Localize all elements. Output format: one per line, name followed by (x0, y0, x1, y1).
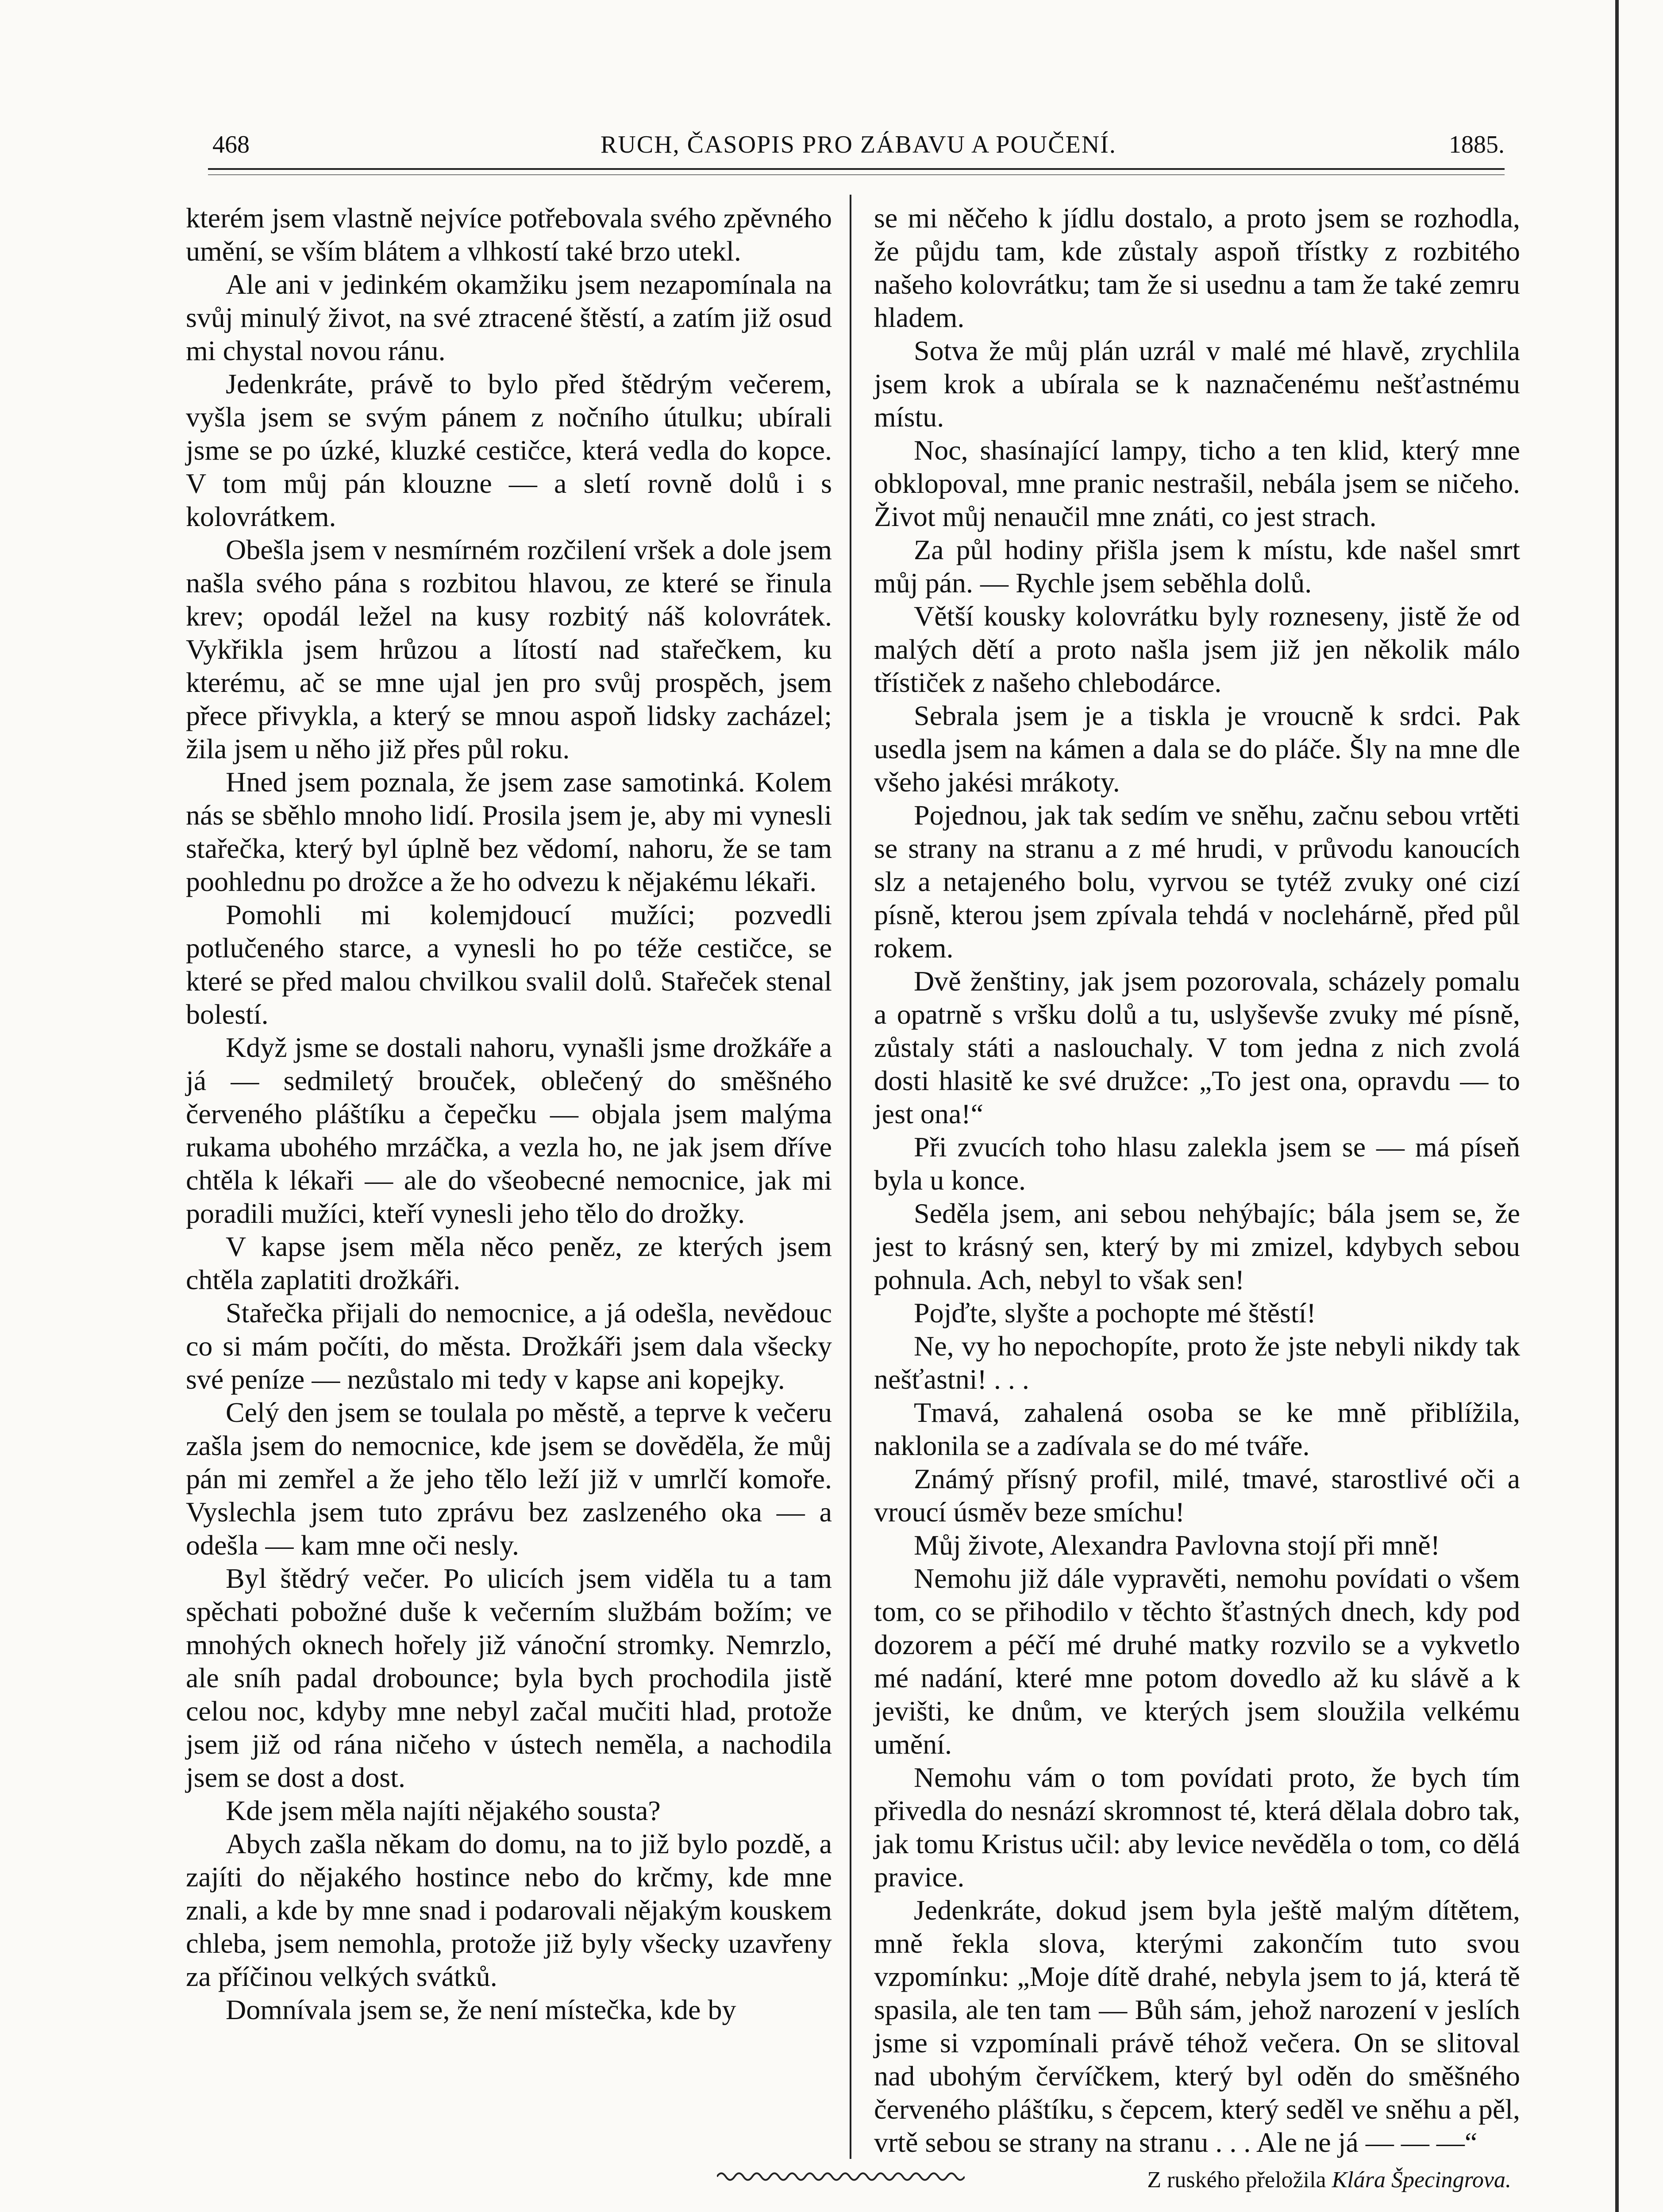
paragraph: Můj živote, Alexandra Pavlovna stojí při mně! (914, 1529, 1440, 1561)
year: 1885. (1449, 131, 1505, 158)
paragraph: Hned jsem poznala, že jsem zase samotinká. Kolem nás se sběhlo mnoho lidí. Prosila jsem je, aby mi vynesli stařečka, který byl úplně bez vědomí, nahoru, že se tam poohlednu po drožce a že ho odvezu k nějakému lékaři. (186, 766, 832, 897)
paragraph: Nemohu již dále vypravěti, nemohu povídati o všem tom, co se přihodilo v těchto šťastných dnech, kdy pod dozorem a péčí mé druhé matky rozvilo se a vykvetlo mé nadání, které mne potom dovedlo až ku slávě a k jevišti, ke dnům, ve kterých jsem sloužila velkému umění. (874, 1563, 1520, 1760)
paragraph: Za půl hodiny přišla jsem k místu, kde našel smrt můj pán. — Rychle jsem seběhla dolů. (874, 534, 1520, 599)
page-number: 468 (212, 131, 250, 158)
right-column (874, 201, 1520, 2197)
left-column (186, 201, 832, 2026)
paragraph: Pomohli mi kolemjdoucí mužíci; pozvedli potlučeného starce, a vynesli ho po téže cestičce, se které se před malou chvilkou svalil dolů. Stařeček stenal bolestí. (186, 899, 832, 1030)
paragraph: Jedenkráte, dokud jsem byla ještě malým dítětem, mně řekla slova, kterými zakončím tuto svou vzpomínku: „Moje dítě drahé, nebyla jsem to já, která tě spasila, ale ten tam — Bůh sám, jehož narození v jeslích jsme si vzpomínali právě téhož večera. On se slitoval nad ubohým červíčkem, který byl oděn do směšného červeného pláštíku, s čepcem, který seděl ve sněhu a pěl, vrtě sebou se strany na stranu . . . Ale ne já — — —“ (874, 1894, 1520, 2158)
paragraph: Celý den jsem se toulala po městě, a teprve k večeru zašla jsem do nemocnice, kde jsem se dověděla, že můj pán mi zemřel a že jeho tělo leží již v umrlčí komoře. Vyslechla jsem tuto zprávu bez zaslzeného oka — a odešla — kam mne oči nesly. (186, 1397, 832, 1561)
paragraph: Tmavá, zahalená osoba se ke mně přiblížila, naklonila se a zadívala se do mé tváře. (874, 1397, 1520, 1461)
paragraph: Sotva že můj plán uzrál v malé mé hlavě, zrychlila jsem krok a ubírala se k naznačenému nešťastnému místu. (874, 335, 1520, 433)
paragraph: Sebrala jsem je a tiskla je vroucně k srdci. Pak usedla jsem na kámen a dala se do pláče. Šly na mne dle všeho jakési mrákoty. (874, 700, 1520, 798)
column-divider (850, 195, 851, 2159)
paragraph: Noc, shasínající lampy, ticho a ten klid, který mne obklopoval, mne pranic nestrašil, nebála jsem se ničeho. Život můj nenaučil mne znáti, co jest strach. (874, 434, 1520, 532)
header-rule (208, 168, 1505, 175)
paragraph: Domnívala jsem se, že není místečka, kde by (226, 1994, 736, 2025)
paragraph: Větší kousky kolovrátku byly rozneseny, jistě že od malých dětí a proto našla jsem již jen několik málo třístiček z našeho chlebodárce. (874, 600, 1520, 698)
credit-label: Z ruského přeložila (1147, 2167, 1326, 2193)
wavy-ornament (717, 2170, 965, 2183)
paragraph: Nemohu vám o tom povídati proto, že bych tím přivedla do nesnází skromnost té, která dělala dobro tak, jak tomu Kristus učil: aby levice nevěděla o tom, co dělá pravice. (874, 1762, 1520, 1893)
paragraph: V kapse jsem měla něco peněz, ze kterých jsem chtěla zaplatiti drožkáři. (186, 1231, 832, 1295)
translation-credit (874, 2163, 1520, 2197)
paragraph: Stařečka přijali do nemocnice, a já odešla, nevědouc co si mám počíti, do města. Drožkáři jsem dala všecky své peníze — nezůstalo mi tedy v kapse ani kopejky. (186, 1297, 832, 1395)
paragraph: Obešla jsem v nesmírném rozčilení vršek a dole jsem našla svého pána s rozbitou hlavou, ze které se řinula krev; opodál ležel na kusy rozbitý náš kolovrátek. Vykřikla jsem hrůzou a lítostí nad stařečkem, ku kterému, ač se mne ujal jen pro svůj prospěch, jsem přece přivykla, a který se mnou aspoň lidsky zacházel; žila jsem u něho již přes půl roku. (186, 534, 832, 764)
paragraph: Při zvucích toho hlasu zalekla jsem se — má píseň byla u konce. (874, 1131, 1520, 1196)
paragraph: Seděla jsem, ani sebou nehýbajíc; bála jsem se, že jest to krásný sen, který by mi zmizel, kdybych sebou pohnula. Ach, nebyl to však sen! (874, 1198, 1520, 1295)
paragraph: Abych zašla někam do domu, na to již bylo pozdě, a zajíti do nějakého hostince nebo do krčmy, kde mne znali, a kde by mne snad i podarovali nějakým kouskem chleba, jsem nemohla, protože již byly všecky uzavřeny za příčinou velkých svátků. (186, 1828, 832, 1992)
running-header (212, 131, 1505, 166)
paragraph: se mi něčeho k jídlu dostalo, a proto jsem se rozhodla, že půjdu tam, kde zůstaly aspoň třístky z rozbitého našeho kolovrátku; tam že si usednu a tam že také zemru hladem. (874, 202, 1520, 333)
paragraph: Pojďte, slyšte a pochopte mé štěstí! (914, 1297, 1316, 1329)
paragraph: Jedenkráte, právě to bylo před štědrým večerem, vyšla jsem se svým pánem z nočního útulku; ubírali jsme se po úzké, kluzké cestičce, která vedla do kopce. V tom můj pán klouzne — a sletí rovně dolů i s kolovrátkem. (186, 368, 832, 532)
paragraph: Pojednou, jak tak sedím ve sněhu, začnu sebou vrtěti se strany na stranu a z mé hrudi, v průvodu kanoucích slz a netajeného bolu, vyrvou se tytéž zvuky oné cizí písně, kterou jsem zpívala tehdá v noclehárně, před půl rokem. (874, 799, 1520, 964)
page-edge (1615, 0, 1619, 2212)
translator-name: Klára Špecingrova. (1332, 2167, 1511, 2193)
paragraph: Známý přísný profil, milé, tmavé, starostlivé oči a vroucí úsměv beze smíchu! (874, 1463, 1520, 1528)
paragraph: Ale ani v jedinkém okamžiku jsem nezapomínala na svůj minulý život, na své ztracené štěstí, a zatím již osud mi chystal novou ránu. (186, 269, 832, 366)
paragraph: kterém jsem vlastně nejvíce potřebovala svého zpěvného umění, se vším blátem a vlhkostí také brzo utekl. (186, 202, 832, 267)
paragraph: Dvě ženštiny, jak jsem pozorovala, scházely pomalu a opatrně s vršku dolů a tu, uslyševše zvuky mé písně, zůstaly státi a naslouchaly. V tom jedna z nich zvolá dosti hlasitě ke své družce: „To jest ona, opravdu — to jest ona!“ (874, 965, 1520, 1129)
paragraph: Byl štědrý večer. Po ulicích jsem viděla tu a tam spěchati pobožné duše k večerním službám božím; ve mnohých oknech hořely již vánoční stromky. Nemrzlo, ale sníh padal drobounce; byla bych prochodila jistě celou noc, kdyby mne nebyl začal mučiti hlad, protože jsem již od rána ničeho v ústech neměla, a nachodila jsem se dost a dost. (186, 1563, 832, 1793)
paragraph: Když jsme se dostali nahoru, vynašli jsme drožkáře a já — sedmiletý brouček, oblečený do směšného červeného pláštíku a čepečku — objala jsem malýma rukama ubohého mrzáčka, a vezla ho, ne jak jsem dříve chtěla k lékaři — ale do všeobecné nemocnice, jak mi poradili mužíci, kteří vynesli jeho tělo do drožky. (186, 1032, 832, 1229)
paragraph: Kde jsem měla najíti nějakého sousta? (226, 1795, 661, 1826)
paragraph: Ne, vy ho nepochopíte, proto že jste nebyli nikdy tak nešťastni! . . . (874, 1330, 1520, 1395)
journal-title: RUCH, ČASOPIS PRO ZÁBAVU A POUČENÍ. (601, 131, 1116, 158)
